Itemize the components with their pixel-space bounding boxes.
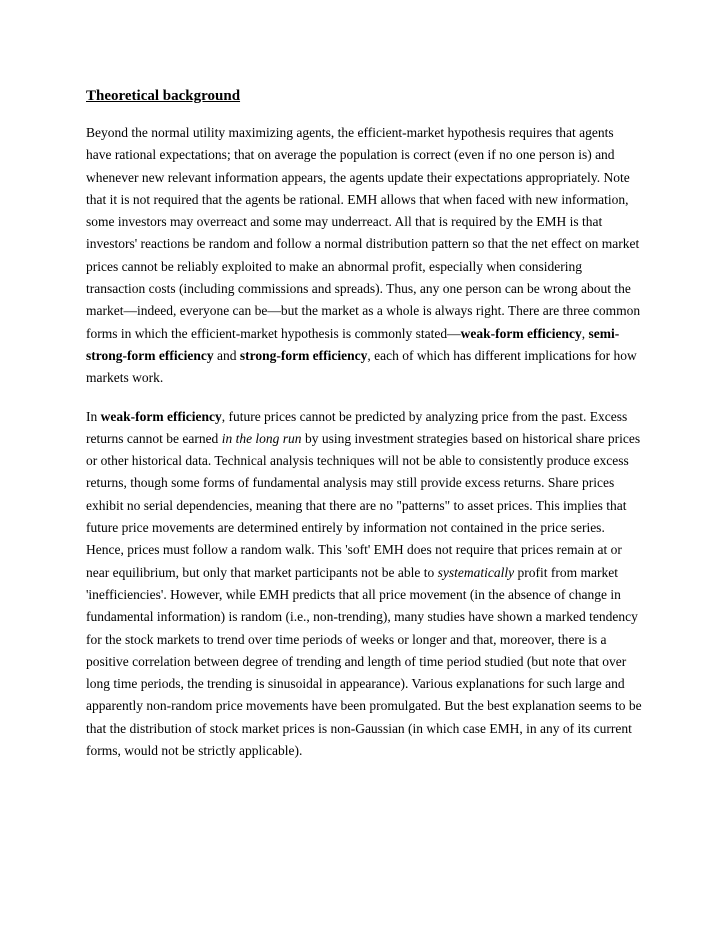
bold-term-semi-strong-form: semi-strong-form efficiency (86, 325, 620, 363)
paragraph-text: , each of which has different implications for how markets work. (86, 347, 637, 386)
paragraph-weak-form (86, 406, 642, 763)
paragraph-text: Beyond the normal utility maximizing agents, the efficient-market hypothesis requires that agents have rational expectations; that on average the population is correct (even if no one person is) and whenever new relevant information appears, the agents update their expectations appropriately. Note that it is not required that the agents be rational. EMH allows that when faced with new information, some investors may overreact and some may underreact. All that is required by the EMH is that investors' reactions be random and follow a normal distribution pattern so that the net effect on market prices cannot be reliably exploited to make an abnormal profit, especially when considering transaction costs (including commissions and spreads). Thus, any one person can be wrong about the market—indeed, everyone can be—but the market as a whole is always right. There are three common forms in which the efficient-market hypothesis is commonly stated— (86, 125, 641, 341)
italic-phrase-long-run: in the long run (221, 430, 302, 446)
document-body (86, 84, 642, 778)
bold-term-strong-form: strong-form efficiency (239, 347, 368, 363)
bold-term-weak-form: weak-form efficiency (460, 325, 582, 341)
paragraph-text: profit from market 'inefficiencies'. However, while EMH predicts that all price movement (in the absence of change in fundamental information) is random (i.e., non-trending), many studies have shown a marked tendency for the stock markets to trend over time periods of weeks or longer and that, moreover, there is a positive correlation between degree of trending and length of time period studied (but note that over long time periods, the trending is sinusoidal in appearance). Various explanations for such large and apparently non-random price movements have been promulgated. But the best explanation seems to be that the distribution of stock market prices is non-Gaussian (in which case EMH, in any of its current forms, would not be strictly applicable). (86, 564, 642, 759)
paragraph-text: In (86, 408, 101, 424)
paragraph-text: and (213, 347, 240, 363)
paragraph-emh-background (86, 122, 642, 390)
paragraph-text: by using investment strategies based on historical share prices or other historical data. Technical analysis techniques will not be able to consistently produce excess returns, though some forms of fundamental analysis may still provide excess returns. Share prices exhibit no serial dependencies, meaning that there are no "patterns" to asset prices. This implies that future price movements are determined entirely by information not contained in the price series. Hence, prices must follow a random walk. This 'soft' EMH does not require that prices remain at or near equilibrium, but only that market participants not be able to (86, 430, 641, 580)
italic-word-systematically: systematically (437, 564, 515, 580)
bold-term-weak-form: weak-form efficiency (100, 408, 222, 424)
paragraph-text: , future prices cannot be predicted by analyzing price from the past. Excess returns cannot be earned (86, 408, 628, 446)
paragraph-text: , (581, 325, 589, 341)
section-heading: Theoretical background (86, 88, 241, 104)
